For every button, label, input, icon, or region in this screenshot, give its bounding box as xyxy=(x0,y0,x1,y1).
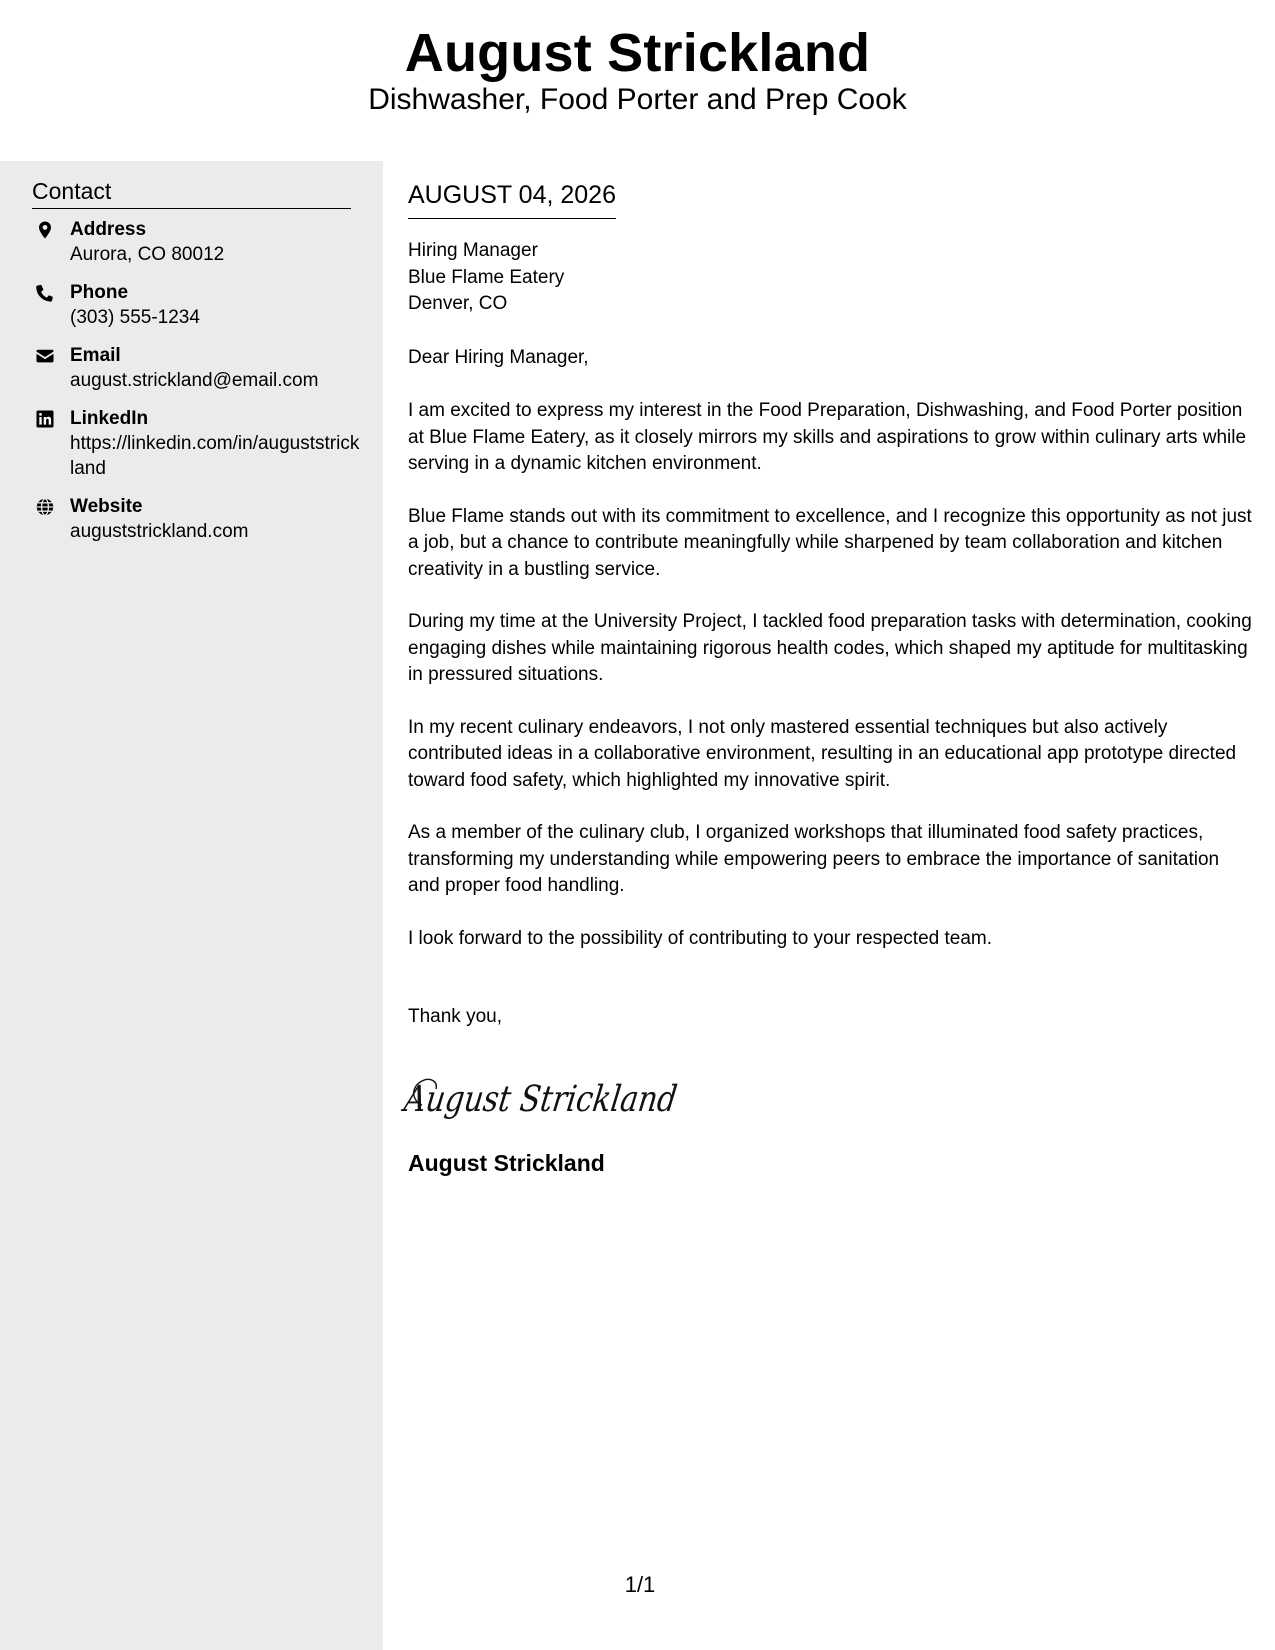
body-paragraph: Blue Flame stands out with its commitment to excellence, and I recognize this opportunity as not just a job, but a chance to contribute meaningfully while sharpened by team collaboration and kitchen creativity in a bustling service. xyxy=(408,505,1252,580)
body-paragraph: I look forward to the possibility of contributing to your respected team. xyxy=(408,927,993,949)
letter-paragraphs xyxy=(408,398,1253,978)
contact-value[interactable]: auguststrickland.com xyxy=(70,521,249,542)
contact-value: Aurora, CO 80012 xyxy=(70,244,225,265)
applicant-name: August Strickland xyxy=(404,23,871,83)
body-paragraph: As a member of the culinary club, I organized workshops that illuminated food safety practices, transforming my understanding while empowering peers to embrace the importance of sanitation and proper food handling. xyxy=(408,822,1220,896)
linkedin-icon xyxy=(35,409,55,429)
contact-value: august.strickland@email.com xyxy=(70,370,319,391)
contact-label: Website xyxy=(70,496,143,517)
contact-label: LinkedIn xyxy=(70,408,149,429)
recipient-line: Hiring Manager xyxy=(408,240,538,261)
envelope-icon xyxy=(35,346,55,366)
signer-name: August Strickland xyxy=(408,1150,605,1176)
contact-label: Address xyxy=(70,219,147,240)
page-number: 1/1 xyxy=(624,1572,656,1597)
body-paragraph: In my recent culinary endeavors, I not only mastered essential techniques but also actively contributed ideas in a collaborative environment, resulting in an educational app prototype directed toward food safety, which highlighted my innovative spirit. xyxy=(408,716,1237,791)
recipient-line: Denver, CO xyxy=(408,293,508,314)
contact-value[interactable]: https://linkedin.com/in/auguststrickland xyxy=(70,433,360,479)
letter-date: AUGUST 04, 2026 xyxy=(408,178,616,219)
contact-label: Email xyxy=(70,345,121,366)
map-pin-icon xyxy=(35,220,55,240)
handwritten-signature xyxy=(401,1061,737,1131)
recipient-line: Blue Flame Eatery xyxy=(408,266,565,288)
contact-heading: Contact xyxy=(32,176,351,209)
contact-value: (303) 555-1234 xyxy=(70,307,200,328)
salutation: Dear Hiring Manager, xyxy=(408,347,589,368)
body-paragraph: During my time at the University Project, I tackled food preparation tasks with determination, cooking engaging dishes while maintaining rigorous health codes, which shaped my aptitude for multitasking in pressured situations. xyxy=(408,611,1252,685)
applicant-title: Dishwasher, Food Porter and Prep Cook xyxy=(368,83,907,116)
globe-icon xyxy=(35,497,55,517)
closing: Thank you, xyxy=(408,1006,502,1027)
phone-icon xyxy=(35,283,55,303)
recipient-block xyxy=(408,238,1253,318)
contact-sidebar xyxy=(0,161,383,1650)
contact-label: Phone xyxy=(70,282,129,303)
body-paragraph: I am excited to express my interest in the Food Preparation, Dishwashing, and Food Porter position at Blue Flame Eatery, as it closely mirrors my skills and aspirations to grow within culinary arts while serving in a dynamic kitchen environment. xyxy=(408,400,1247,474)
svg-text:August Strickland: August Strickland xyxy=(401,1077,737,1120)
letter-header xyxy=(0,0,1275,161)
